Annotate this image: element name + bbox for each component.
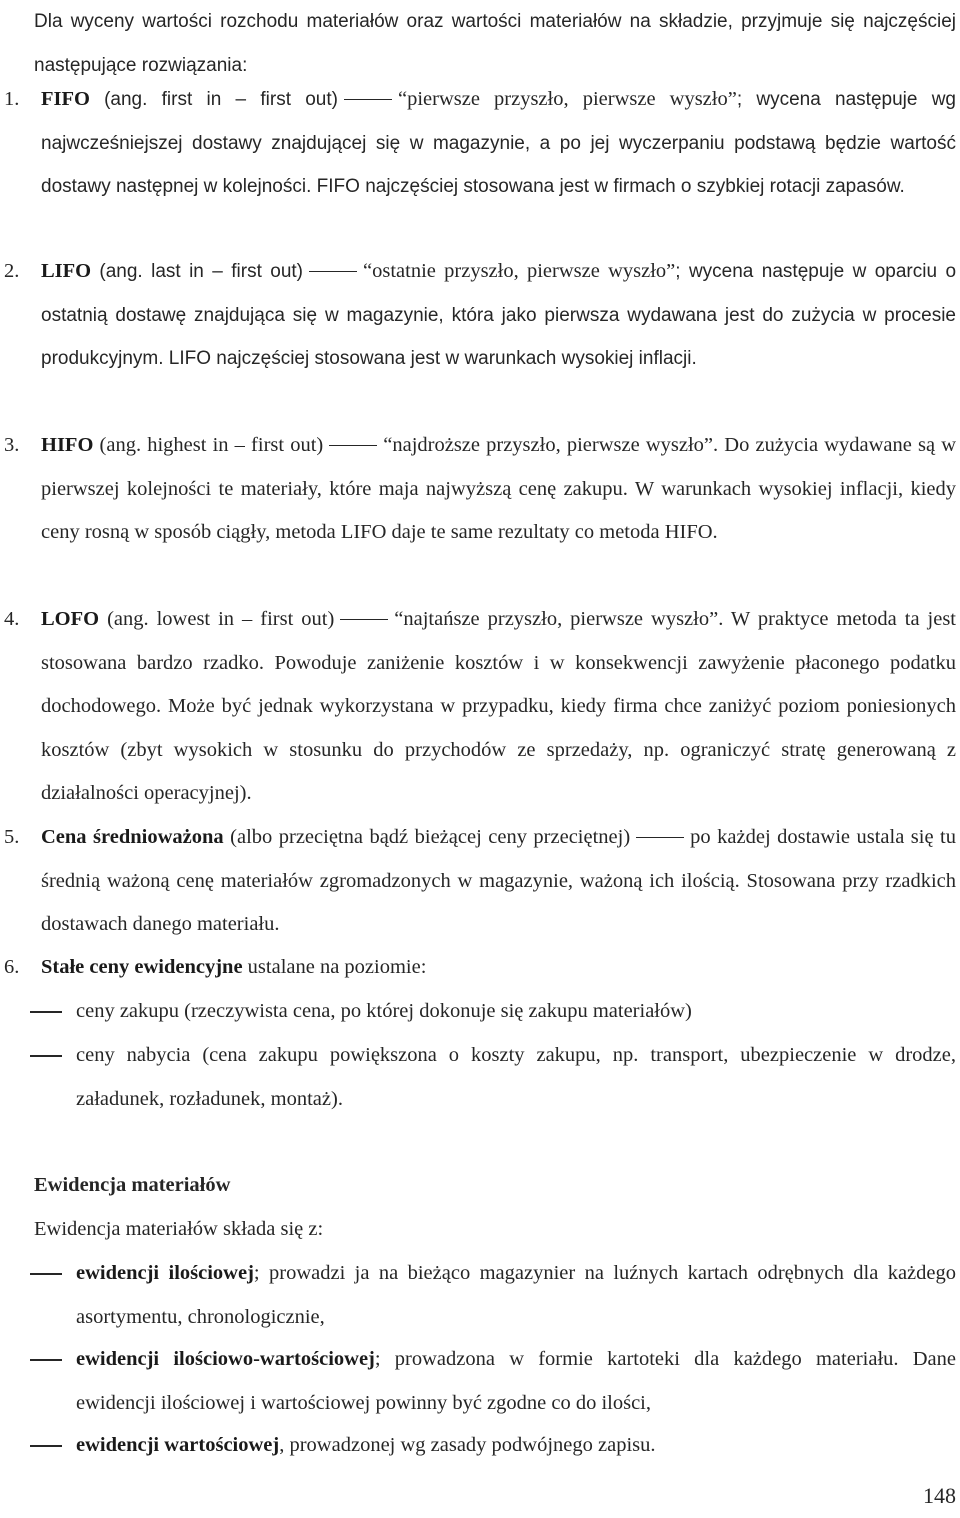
item-text: . W praktyce metoda ta jest stosowana bardzo rzadko. Powoduje zaniżenie kosztów i w konsekwencji zawyżenie płaconego podatku dochodowego. Może być jednak wykorzystana w przypadku, kiedy firma chce zaniżyć poziom poniesionych kosztów (zbyt wysokich w stosunku do przychodów ze sprzedaży, np. ograniczyć stratę generowaną z działalności operacyjnej). <box>41 608 956 805</box>
item-term: LIFO <box>41 260 92 282</box>
item-ang: (ang. first in – first out) <box>104 89 338 110</box>
item-ang: (ang. highest in – first out) <box>99 434 324 456</box>
item-term: HIFO <box>41 434 94 456</box>
sub-item-text: ; prowadzona w formie kartoteki dla każdego materiału. Dane ewidencji ilościowej i wartościowej powinny być zgodne co do ilości, <box>76 1348 956 1414</box>
list-item-lifo: 2. LIFO (ang. last in – first out) “ostatnie przyszło, pierwsze wyszło”; wycena następuje w oparciu o ostatnią dostawę znajdująca się w magazynie, która jako pierwsza wydawana jest do zużycia w procesie produkcyjnym. LIFO najczęściej stosowana jest w warunkach wysokiej inflacji. <box>4 250 956 381</box>
dash-separator <box>636 837 684 838</box>
sub-item-text: ceny zakupu (rzeczywista cena, po której dokonuje się zakupu materiałów) <box>76 1000 692 1022</box>
item-text: ; wycena następuje wg najwcześniejszej dostawy znajdującej się w magazynie, a po jej wyczerpaniu podstawą będzie wartość dostawy następnej w kolejności. FIFO najczęściej stosowana jest w firmach o szybkiej rotacji zapasów. <box>41 89 956 198</box>
dash-bullet <box>30 1011 62 1013</box>
dash-separator <box>340 619 388 620</box>
page-number: 148 <box>923 1483 956 1508</box>
item-meaning: ostatnie przyszło, pierwsze wyszło <box>372 260 667 282</box>
dash-separator <box>329 445 377 446</box>
item-ang: (ang. lowest in – first out) <box>107 608 335 630</box>
dash-bullet <box>30 1273 62 1275</box>
item-pre: (albo przeciętna bądź bieżącej ceny przeciętnej) <box>230 826 631 848</box>
item-number: 3. <box>4 434 20 456</box>
dash-bullet <box>30 1055 62 1057</box>
sub-list-item <box>30 1338 956 1425</box>
sub-item-text: ceny nabycia (cena zakupu powiększona o koszty zakupu, np. transport, ubezpieczenie w drodze, załadunek, rozładunek, montaż). <box>76 1044 956 1110</box>
item-text: . Do zużycia wydawane są w pierwszej kolejności te materiały, które maja najwyższą cenę zakupu. W warunkach wysokiej inflacji, kiedy ceny rosną w sposób ciągły, metoda LIFO daje te same rezultaty co metoda HIFO. <box>41 434 956 544</box>
item-number: 1. <box>4 88 20 110</box>
dash-separator <box>344 99 392 100</box>
dash-separator <box>309 271 357 272</box>
item-number: 4. <box>4 608 20 630</box>
item-term: FIFO <box>41 88 90 110</box>
list-item-hifo: 3. HIFO (ang. highest in – first out) “najdroższe przyszło, pierwsze wyszło”. Do zużycia wydawane są w pierwszej kolejności te materiały, które maja najwyższą cenę zakupu. W warunkach wysokiej inflacji, kiedy ceny rosną w sposób ciągły, metoda LIFO daje te same rezultaty co metoda HIFO. <box>4 424 956 555</box>
item-text: ustalane na poziomie: <box>247 956 427 978</box>
sub-item-text: ; prowadzi ja na bieżąco magazynier na luźnych kartach odrębnych dla każdego asortymentu, chronologicznie, <box>76 1262 957 1328</box>
sub-item-term: ewidencji wartościowej <box>76 1434 280 1456</box>
intro-paragraph: Dla wyceny wartości rozchodu materiałów oraz wartości materiałów na składzie, przyjmuje się najczęściej następujące rozwiązania: <box>34 11 956 76</box>
list-item-weighted-price <box>4 816 956 947</box>
sub-list-item <box>30 1034 956 1121</box>
item-term: Stałe ceny ewidencyjne <box>41 956 243 978</box>
item-term: Cena średnioważona <box>41 826 224 848</box>
item-text: po każdej dostawie ustala się tu średnią ważoną cenę materiałów zgromadzonych w magazynie, ważoną ich ilością. Stosowana przy rzadkich dostawach danego materiału. <box>41 826 956 936</box>
item-text: ; wycena następuje w oparciu o ostatnią dostawę znajdująca się w magazynie, która jako pierwsza wydawana jest do zużycia w procesie produkcyjnym. LIFO najczęściej stosowana jest w warunkach wysokiej inflacji. <box>41 261 957 370</box>
item-meaning: najtańsze przyszło, pierwsze wyszło <box>403 608 710 630</box>
sub-list-item <box>30 990 956 1034</box>
item-meaning: pierwsze przyszło, pierwsze wyszło <box>407 88 728 110</box>
item-ang: (ang. last in – first out) <box>99 261 304 282</box>
item-number: 2. <box>4 260 20 282</box>
sub-item-term: ewidencji ilościowej <box>76 1262 254 1284</box>
section-heading: Ewidencja materiałów <box>34 1174 231 1196</box>
item-term: LOFO <box>41 608 100 630</box>
dash-bullet <box>30 1359 62 1361</box>
list-item-fifo: 1. FIFO (ang. first in – first out) “pierwsze przyszło, pierwsze wyszło”; wycena następuje wg najwcześniejszej dostawy znajdującej się w magazynie, a po jej wyczerpaniu podstawą będzie wartość dostawy następnej w kolejności. FIFO najczęściej stosowana jest w firmach o szybkiej rotacji zapasów. <box>4 78 956 209</box>
sub-item-term: ewidencji ilościowo-wartościowej <box>76 1348 375 1370</box>
item-meaning: najdroższe przyszło, pierwsze wyszło <box>392 434 704 456</box>
section-lead: Ewidencja materiałów składa się z: <box>34 1218 324 1240</box>
list-item-lofo: 4. LOFO (ang. lowest in – first out) “najtańsze przyszło, pierwsze wyszło”. W praktyce metoda ta jest stosowana bardzo rzadko. Powoduje zaniżenie kosztów i w konsekwencji zawyżenie płaconego podatku dochodowego. Może być jednak wykorzystana w przypadku, kiedy firma chce zaniżyć poziom poniesionych kosztów (zbyt wysokich w stosunku do przychodów ze sprzedaży, np. ograniczyć stratę generowaną z działalności operacyjnej). <box>4 598 956 816</box>
sub-list-item <box>30 1252 956 1339</box>
sub-item-text: , prowadzonej wg zasady podwójnego zapisu. <box>279 1434 656 1456</box>
list-item-fixed-prices <box>4 946 956 990</box>
sub-list-item <box>30 1424 956 1468</box>
item-number: 6. <box>4 956 20 978</box>
dash-bullet <box>30 1445 62 1447</box>
item-number: 5. <box>4 826 20 848</box>
